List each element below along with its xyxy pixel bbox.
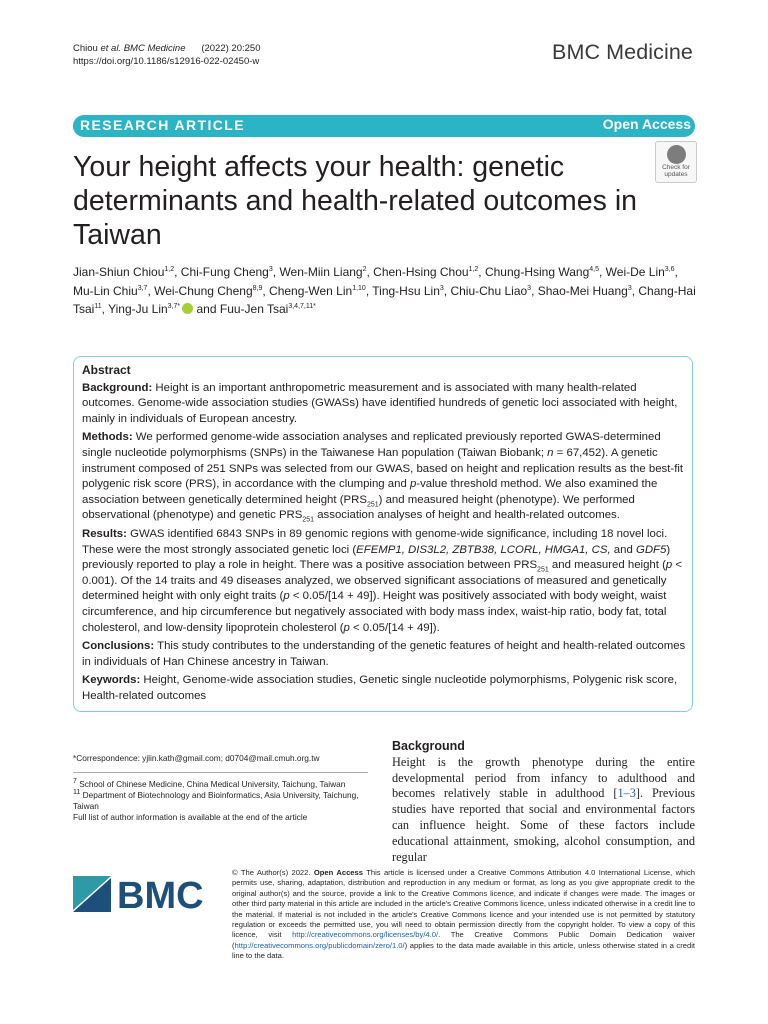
cc-zero-link[interactable]: http://creativecommons.org/publicdomain/zero/1.0/	[234, 940, 405, 950]
affiliation-7: $^7$ School of Chinese Medicine, China Medical University, Taichung, Taiwan	[73, 778, 346, 789]
author[interactable]: Jian-Shiun Chiou$^{1,2}$	[73, 265, 175, 279]
body-paragraph: Height is the growth phenotype during the entire developmental period from infancy to adulthood and becomes relatively stable in adulthood [1–3]. Previous studies have reported that social and environmental factors can influence height. Some of these factors include educational attainment, smoking, alcohol consumption, and regular	[392, 754, 695, 864]
affiliation-11: $^{11}$ Department of Biotechnology and Bioinformatics, Asia University, Taichung, Taiwan	[73, 789, 359, 811]
check-updates-line2: updates	[664, 171, 688, 178]
license-text: © The Author(s) 2022. Open Access This article is licensed under a Creative Commons Attribution 4.0 International License, which permits use, sharing, adaptation, distribution and reproduction in any medium or format, as long as you give appropriate credit to the original author(s) and the source, provide a link to the Creative Commons licence, and indicate if changes were made. The images or other third party material in this article are included in the article's Creative Commons licence, unless indicated otherwise in a credit line to the material. If material is not included in the article's Creative Commons licence and your intended use is not permitted by statutory regulation or exceeds the permitted use, you will need to obtain permission directly from the copyright holder. To view a copy of this licence, visit http://creativecommons.org/licenses/by/4.0/. The Creative Commons Public Domain Dedication waiver (http://creativecommons.org/publicdomain/zero/1.0/) applies to the data made available in this article, unless otherwise stated in a credit line to the data.	[232, 868, 695, 961]
body-column	[392, 739, 695, 865]
abstract-methods: Methods: We performed genome-wide association analyses and replicated previously reported GWAS-determined single nucleotide polymorphisms (SNPs) in the Taiwanese Han population (Taiwan Biobank; n = 67,452). A genetic instrument composed of 251 SNPs was selected from our GWAS, based on height and replication results as the best-fit polygenic risk score (PRS), in accordance with the clumping and p-value threshold method. We also examined the association between genetically determined height $(PRS_{251})$ and measured height (phenotype). We performed observational (phenotype) and genetic $PRS_{251}$ association analyses of height and health-related outcomes.	[82, 431, 684, 524]
open-access-label: Open Access	[602, 116, 691, 132]
author[interactable]: Wei-De Lin$^{3,6}$	[605, 265, 675, 279]
journal-brand: BMC Medicine	[552, 40, 693, 64]
article-type-banner	[73, 115, 695, 137]
bmc-logo	[73, 872, 213, 914]
author[interactable]: Shao-Mei Huang$^3$	[537, 283, 632, 298]
abstract-heading: Abstract	[82, 363, 131, 377]
citation-volume: (2022) 20:250	[201, 43, 261, 54]
author[interactable]: Cheng-Wen Lin$^{1,10}$	[269, 283, 366, 298]
author[interactable]: Ting-Hsu Lin$^3$	[372, 283, 444, 298]
check-for-updates-badge[interactable]	[655, 141, 697, 183]
abstract-background: Background: Height is an important anthropometric measurement and is associated with many health-related outcomes. Genome-wide association studies (GWASs) have identified hundreds of genetic loci associated with height, mainly in individuals of European ancestry.	[82, 381, 678, 425]
footnotes	[73, 753, 373, 823]
citation-header	[73, 42, 261, 68]
author[interactable]: Fuu-Jen Tsai$^{3,4,7,11*}$	[219, 302, 316, 316]
correspondence: *Correspondence: yjlin.kath@gmail.com; d0704@mail.cmuh.org.tw	[73, 753, 320, 763]
cc-by-link[interactable]: http://creativecommons.org/licenses/by/4.0/	[292, 930, 439, 940]
author[interactable]: Chen-Hsing Chou$^{1,2}$	[373, 265, 479, 279]
author[interactable]: Wen-Miin Liang$^2$	[279, 265, 367, 279]
abstract-keywords: Keywords: Height, Genome-wide association studies, Genetic single nucleotide polymorphisms, Polygenic risk score, Health-related outcomes	[82, 674, 678, 702]
citation-line	[73, 42, 261, 55]
citation-journal: et al. BMC Medicine	[100, 43, 186, 54]
footnote-divider	[73, 772, 368, 773]
article-type-label: RESEARCH ARTICLE	[80, 117, 245, 133]
article-title: Your height affects your health: genetic determinants and health-related outcomes in Taiwan	[73, 151, 638, 251]
author[interactable]: Chung-Hsing Wang$^{4,5}$	[484, 265, 599, 279]
author[interactable]: Chi-Fung Cheng$^3$	[180, 265, 273, 279]
abstract-results: Results: GWAS identified 6843 SNPs in 89 genomic regions with genome-wide significance, including 18 novel loci. These were the most strongly associated genetic loci (EFEMP1, DIS3L2, ZBTB38, LCORL, HMGA1, CS, and GDF5) previously reported to play a role in height. There was a positive association between $PRS_{251}$ and measured height (p < 0.001). Of the 14 traits and 49 diseases analyzed, we observed significant associations of measured and genetically determined height with only eight traits (p < 0.05/[14 + 49]). Height was positively associated with body weight, waist circumference, and hip circumference but negatively associated with body mass index, waist-hip ratio, body fat, total cholesterol, and low-density lipoprotein cholesterol (p < 0.05/[14 + 49]).	[82, 527, 683, 634]
author-list: Jian-Shiun Chiou$^{1,2}$, Chi-Fung Cheng$^3$, Wen-Miin Liang$^2$, Chen-Hsing Chou$^{1,2}$, Chung-Hsing Wang$^{4,5}$, Wei-De Lin$^{3,6}$, Mu-Lin Chiu$^{3,7}$, Wei-Chung Cheng$^{8,9}$, Cheng-Wen Lin$^{1,10}$, Ting-Hsu Lin$^3$, Chiu-Chu Liao$^3$, Shao-Mei Huang$^3$, Chang-Hai Tsai$^{11}$, Ying-Ju Lin$^{3,7*}$ and Fuu-Jen Tsai$^{3,4,7,11*}$	[73, 265, 696, 316]
section-heading-background: Background	[392, 739, 465, 753]
abstract-box	[73, 356, 693, 712]
author-conjunction: and	[196, 302, 217, 316]
check-updates-line1: Check for	[662, 164, 690, 171]
reference-link[interactable]: 1–3	[617, 786, 636, 801]
abstract-conclusions: Conclusions: This study contributes to the understanding of the genetic features of height and health-related outcomes in individuals of Han Chinese ancestry in Taiwan.	[82, 640, 686, 668]
author[interactable]: Ying-Ju Lin$^{3,7*}$	[108, 302, 181, 316]
full-author-info-note: Full list of author information is available at the end of the article	[73, 812, 308, 822]
author[interactable]: Wei-Chung Cheng$^{8,9}$	[154, 283, 263, 298]
author[interactable]: Chang-Hai Tsai$^{11}$	[73, 283, 696, 316]
bmc-logo-text: BMC	[117, 875, 204, 914]
citation-authors: Chiou	[73, 43, 98, 54]
orcid-icon[interactable]	[182, 303, 193, 314]
doi-link[interactable]: https://doi.org/10.1186/s12916-022-02450-w	[73, 56, 260, 67]
check-updates-icon	[667, 145, 686, 164]
author[interactable]: Chiu-Chu Liao$^3$	[450, 283, 532, 298]
author[interactable]: Mu-Lin Chiu$^{3,7}$	[73, 283, 148, 298]
